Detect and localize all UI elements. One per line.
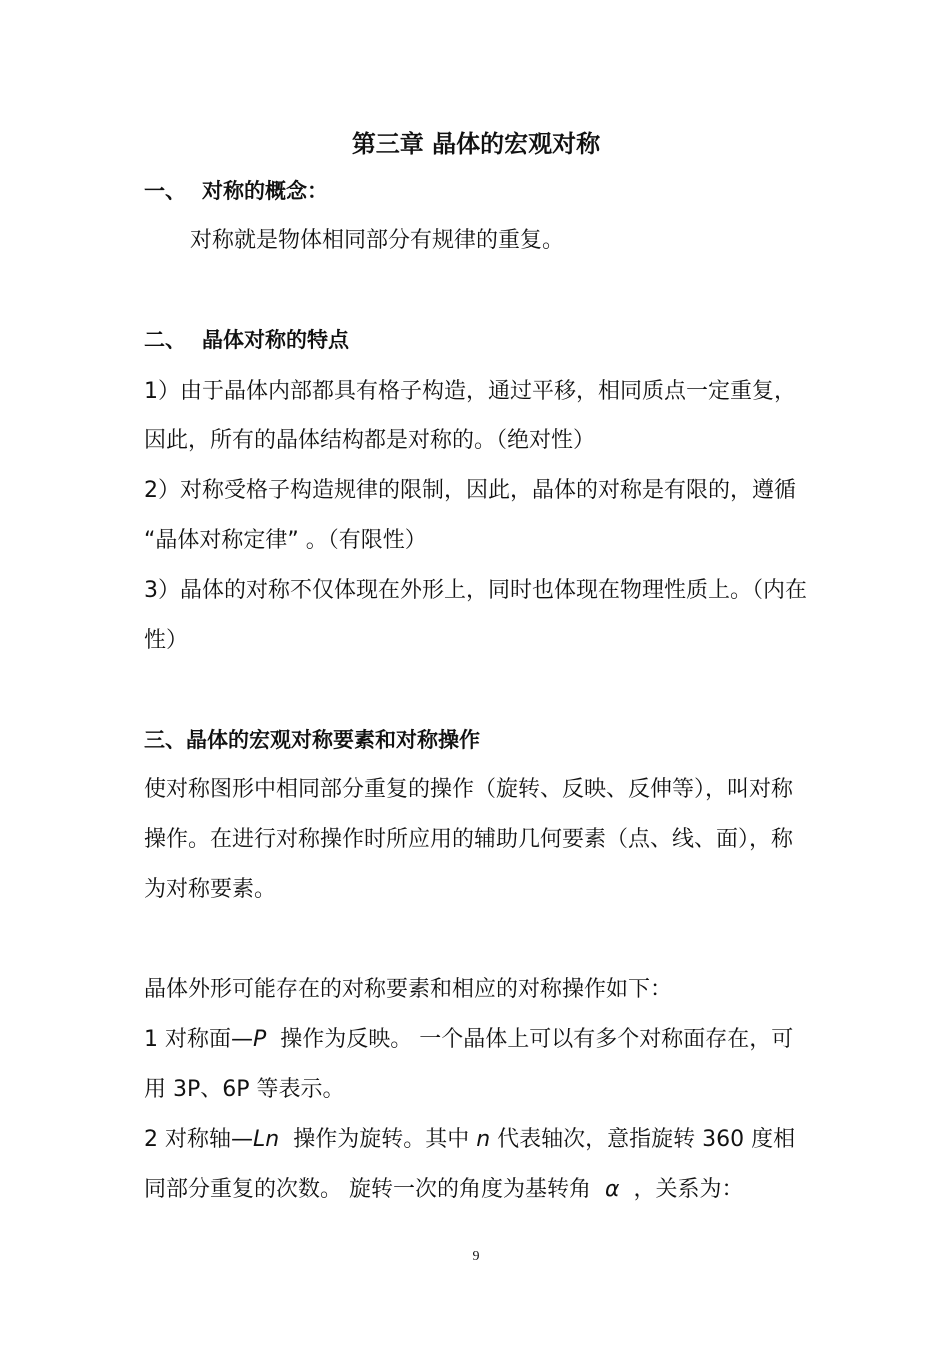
item-1-rest: 操作为反映。 一个晶体上可以有多个对称面存在，可 [266,1027,794,1052]
section-2-line-6: 性） [144,628,189,653]
section-1-number: 一、 [144,179,186,203]
section-3-line-1: 使对称图形中相同部分重复的操作（旋转、反映、反伸等），叫对称 [144,777,794,802]
section-3-heading: 三、晶体的宏观对称要素和对称操作 [144,728,480,752]
section-2-line-1: 1）由于晶体内部都具有格子构造，通过平移，相同质点一定重复， [144,379,796,404]
item-2-line-2-a: 同部分重复的次数。 旋转一次的角度为基转角 [144,1177,605,1202]
section-1-title: 对称的概念： [202,179,328,203]
section-2-line-4: “晶体对称定律” 。（有限性） [144,528,427,553]
section-2-line-3: 2）对称受格子构造规律的限制，因此，晶体的对称是有限的，遵循 [144,478,796,503]
section-2-line-2: 因此，所有的晶体结构都是对称的。（绝对性） [144,428,596,453]
section-4-intro: 晶体外形可能存在的对称要素和相应的对称操作如下： [144,977,673,1002]
section-2-heading [144,325,824,355]
item-2-line-1 [144,1125,824,1155]
section-3-line-2: 操作。在进行对称操作时所应用的辅助几何要素（点、线、面），称 [144,827,794,852]
section-3-line-3: 为对称要素。 [144,877,277,902]
section-2-line-5: 3）晶体的对称不仅体现在外形上，同时也体现在物理性质上。（内在 [144,578,807,603]
item-1-symbol: P [253,1027,267,1052]
item-1-line-1 [144,1025,824,1055]
item-1-line-2: 用 3P、6P 等表示。 [144,1077,345,1102]
item-2-line-2 [144,1175,824,1205]
section-2-title: 晶体对称的特点 [202,328,349,352]
item-2-mid: 操作为旋转。其中 [279,1127,477,1152]
section-1-heading [144,176,824,206]
item-2-n: n [476,1127,491,1152]
item-2-line-2-b: ，关系为： [619,1177,744,1202]
section-2-number: 二、 [144,328,186,352]
item-1-prefix: 1 对称面— [144,1027,253,1052]
item-2-prefix: 2 对称轴— [144,1127,253,1152]
chapter-title: 第三章 晶体的宏观对称 [351,130,601,158]
page-number: 9 [472,1249,480,1264]
alpha-symbol: α [604,1177,620,1202]
section-1-body: 对称就是物体相同部分有规律的重复。 [190,228,565,253]
item-2-rest: 代表轴次，意指旋转 360 度相 [490,1127,796,1152]
item-2-symbol: Ln [253,1127,280,1152]
